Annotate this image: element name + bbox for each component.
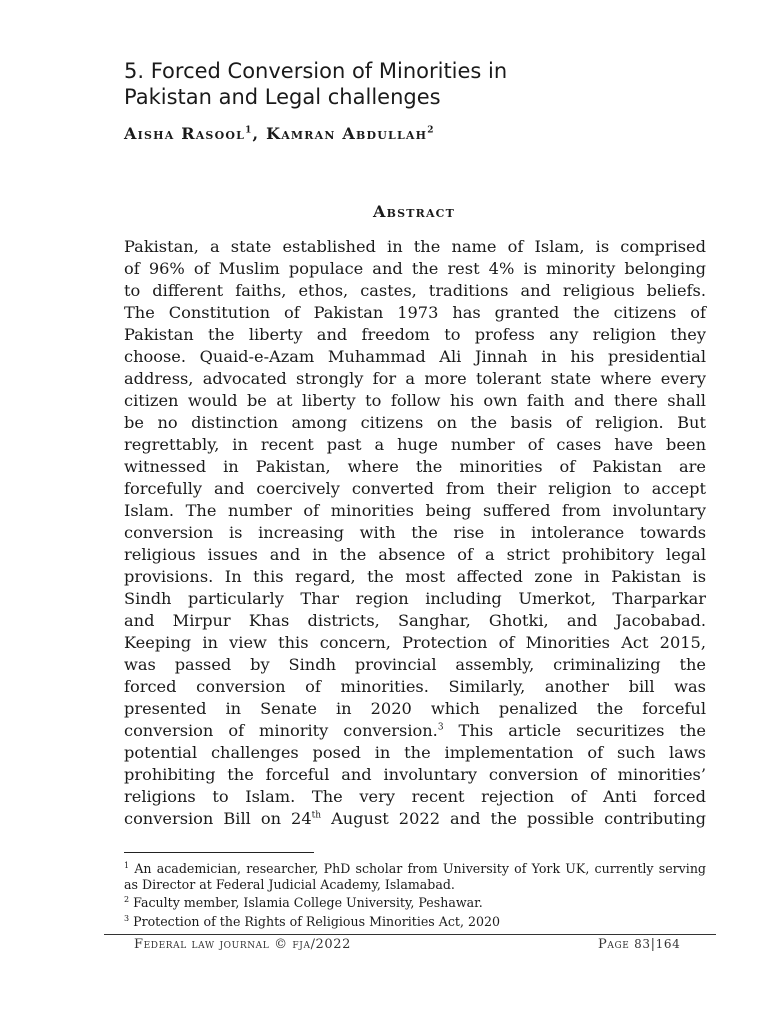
author-list: [124, 124, 435, 143]
abstract-line: was passed by Sindh provincial assembly, criminalizing the: [124, 655, 706, 674]
footnote-marker: 1: [245, 125, 253, 136]
footnote-text: Faculty member, Islamia College University, Peshawar.: [129, 895, 483, 911]
footnote-number: 3: [124, 913, 130, 923]
article-title: [124, 58, 724, 110]
page-label: Page: [598, 937, 630, 952]
abstract-line: prohibiting the forceful and involuntary conversion of minorities’: [124, 765, 706, 784]
abstract-line: conversion is increasing with the rise in intolerance towards: [124, 523, 706, 542]
abstract-line: citizen would be at liberty to follow his own faith and there shall: [124, 391, 706, 410]
abstract-heading: Abstract: [372, 202, 456, 221]
abstract-text: conversion Bill on 24: [124, 809, 312, 828]
abstract-line-with-footnote: [124, 720, 706, 742]
author-name: Kamran Abdullah: [266, 124, 428, 143]
abstract-line: Islam. The number of minorities being suffered from involuntary: [124, 501, 706, 520]
abstract-line: religious issues and in the absence of a strict prohibitory legal: [124, 545, 706, 564]
page-total: 164: [655, 937, 681, 951]
footnote-text: An academician, researcher, PhD scholar from University of York UK, currently serving as Director at Federal Judicial Academy, Islamabad.: [124, 861, 706, 892]
abstract-line: religions to Islam. The very recent rejection of Anti forced: [124, 787, 706, 806]
footnote-marker: 2: [427, 125, 435, 136]
abstract-line: presented in Senate in 2020 which penalized the forceful: [124, 699, 706, 718]
abstract-line: Sindh particularly Thar region including Umerkot, Tharparkar: [124, 589, 706, 608]
ordinal-suffix: th: [311, 810, 322, 821]
abstract-line: Pakistan, a state established in the name of Islam, is comprised: [124, 237, 706, 256]
abstract-line: potential challenges posed in the implementation of such laws: [124, 743, 706, 762]
page-current: 83: [634, 937, 651, 951]
abstract-body: [124, 236, 706, 830]
article-title-line-2: Pakistan and Legal challenges: [124, 85, 441, 109]
footnote-text: Protection of the Rights of Religious Minorities Act, 2020: [129, 914, 501, 930]
abstract-text: This article securitizes the: [443, 721, 706, 740]
abstract-line: Keeping in view this concern, Protection of Minorities Act 2015,: [124, 633, 706, 652]
abstract-line: forcefully and coercively converted from their religion to accept: [124, 479, 706, 498]
footer-divider: [104, 934, 716, 935]
footnote: [124, 911, 706, 930]
author-separator: ,: [252, 124, 267, 143]
footnote-divider: [124, 852, 314, 853]
abstract-line: choose. Quaid-e-Azam Muhammad Ali Jinnah in his presidential: [124, 347, 706, 366]
abstract-line: to different faiths, ethos, castes, traditions and religious beliefs.: [124, 281, 706, 300]
abstract-line: Pakistan the liberty and freedom to profess any religion they: [124, 325, 706, 344]
abstract-line: The Constitution of Pakistan 1973 has granted the citizens of: [124, 303, 706, 322]
abstract-line: forced conversion of minorities. Similarly, another bill was: [124, 677, 706, 696]
footnote: [124, 892, 706, 911]
article-title-line-1: 5. Forced Conversion of Minorities in: [124, 59, 508, 83]
abstract-line: witnessed in Pakistan, where the minorities of Pakistan are: [124, 457, 706, 476]
journal-footer: Federal law journal © fja/2022: [134, 937, 352, 952]
author-name: Aisha Rasool: [124, 124, 246, 143]
footnote-number: 2: [124, 895, 130, 905]
footnote-number: 1: [124, 861, 130, 870]
page-separator: |: [650, 937, 656, 952]
abstract-line: and Mirpur Khas districts, Sanghar, Ghotki, and Jacobabad.: [124, 611, 706, 630]
abstract-line: of 96% of Muslim populace and the rest 4% is minority belonging: [124, 259, 706, 278]
abstract-line-last: [124, 808, 706, 830]
abstract-line: be no distinction among citizens on the basis of religion. But: [124, 413, 706, 432]
abstract-text: August 2022 and the possible contributing: [321, 809, 706, 828]
abstract-text: conversion of minority conversion.: [124, 721, 438, 740]
footnote-marker: 3: [437, 722, 444, 733]
footnote: [124, 858, 706, 892]
footnotes: [124, 858, 706, 930]
abstract-line: address, advocated strongly for a more tolerant state where every: [124, 369, 706, 388]
page-number: [598, 937, 680, 952]
abstract-line: provisions. In this regard, the most affected zone in Pakistan is: [124, 567, 706, 586]
abstract-line: regrettably, in recent past a huge number of cases have been: [124, 435, 706, 454]
